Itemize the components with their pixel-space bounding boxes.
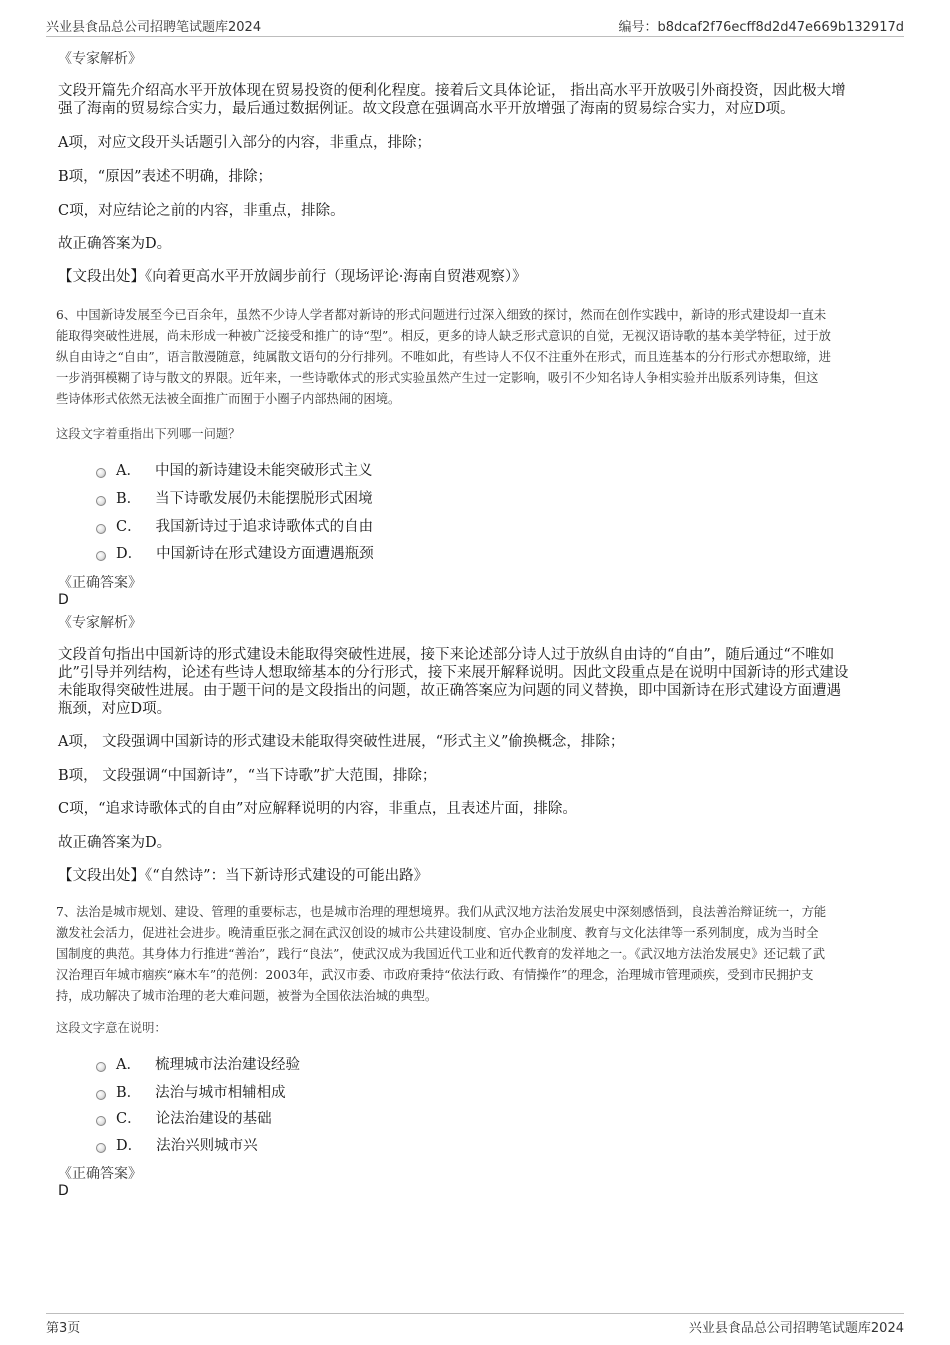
header-title: 兴业县食品总公司招聘笔试题库2024: [46, 20, 262, 35]
question-7-stem: [56, 902, 898, 1007]
source-citation: 【文段出处】《“自然诗”：当下新诗形式建设的可能出路》: [58, 868, 429, 884]
option-b[interactable]: [96, 1081, 286, 1102]
option-c[interactable]: [96, 1107, 272, 1128]
stem-line: 能取得突破性进展，尚未形成一种被广泛接受和推广的诗“型”。相反，更多的诗人缺乏形式意识的自觉，无视汉语诗歌的基本美学特征，过于放: [56, 329, 831, 343]
correct-answer: D: [58, 592, 69, 608]
stem-line: 国制度的典范。其身体力行推进“善治”，践行“良法”，使武汉成为我国近代工业和近代教育的发祥地之一。《武汉地方法治发展史》还记载了武: [56, 947, 826, 961]
option-letter: D．: [116, 1138, 143, 1154]
analysis-line: 强了海南的贸易综合实力，最后通过数据例证。故文段意在强调高水平开放增强了海南的贸易综合实力，对应D项。: [58, 101, 795, 117]
analysis-paragraph: [58, 82, 894, 118]
analysis-line: 未能取得突破性进展。由于题干问的是文段指出的问题，故正确答案应为问题的同义替换，即中国新诗在形式建设方面遭遇: [58, 683, 841, 699]
option-text: 法治与城市相辅相成: [155, 1085, 286, 1101]
page-header: [46, 14, 904, 37]
analysis-line: 文段开篇先介绍高水平开放体现在贸易投资的便利化程度。接着后文具体论证， 指出高水平开放吸引外商投资，因此极大增: [58, 83, 846, 99]
correct-answer: D: [58, 1183, 69, 1199]
header-code: 编号：b8dcaf2f76ecff8d2d47e669b132917d: [618, 20, 904, 35]
radio-icon[interactable]: [96, 1062, 106, 1072]
stem-line: 激发社会活力，促进社会进步。晚清重臣张之洞在武汉创设的城市公共建设制度、官办企业制度、教育与文化法律等一系列制度，成为当时全: [56, 926, 819, 940]
analysis-line: 此”引导并列结构，论述有些诗人想取缔基本的分行形式，接下来展开解释说明。因此文段重点是在说明中国新诗的形式建设: [58, 665, 849, 681]
analysis-line: 瓶颈，对应D项。: [58, 701, 172, 717]
option-text: 中国新诗在形式建设方面遭遇瓶颈: [156, 546, 374, 562]
note-b: B项，“原因”表述不明确，排除；: [58, 169, 272, 185]
radio-icon[interactable]: [96, 524, 106, 534]
question-6-stem: [56, 305, 898, 410]
radio-icon[interactable]: [96, 551, 106, 561]
option-c[interactable]: [96, 515, 373, 536]
option-d[interactable]: [96, 542, 374, 563]
stem-line: 一步消弭模糊了诗与散文的界限。近年来，一些诗歌体式的形式实验虽然产生过一定影响，吸引不少知名诗人争相实验并出版系列诗集，但这: [56, 371, 819, 385]
page-number: 第3页: [46, 1321, 81, 1336]
option-text: 梳理城市法治建设经验: [154, 1057, 300, 1073]
question-7-ask: 这段文字意在说明：: [56, 1021, 167, 1035]
option-text: 中国的新诗建设未能突破形式主义: [154, 463, 373, 479]
conclusion: 故正确答案为D。: [58, 236, 172, 252]
stem-line: 汉治理百年城市痼疾“麻木车”的范例：2003年，武汉市委、市政府秉持“依法行政、有情操作”的理念，治理城市管理顽疾，受到市民拥护支: [56, 968, 814, 982]
note-a: A项，对应文段开头话题引入部分的内容，非重点，排除；: [58, 135, 431, 151]
question-6-ask: 这段文字着重指出下列哪一问题？: [56, 427, 241, 441]
stem-line: 些诗体形式依然无法被全面推广而囿于小圈子内部热闹的困境。: [56, 392, 401, 406]
note-c: C项，对应结论之前的内容，非重点，排除。: [58, 203, 345, 219]
option-letter: C．: [116, 519, 142, 535]
analysis-line: 文段首句指出中国新诗的形式建设未能取得突破性进展，接下来论述部分诗人过于放纵自由诗的“自由”，随后通过“不唯如: [58, 647, 835, 663]
page-footer: [46, 1313, 904, 1336]
option-text: 我国新诗过于追求诗歌体式的自由: [155, 519, 374, 535]
option-text: 当下诗歌发展仍未能摆脱形式困境: [155, 491, 373, 507]
radio-icon[interactable]: [96, 1090, 106, 1100]
note-a: A项， 文段强调中国新诗的形式建设未能取得突破性进展，“形式主义”偷换概念，排除；: [58, 734, 625, 750]
correct-answer-label: 《正确答案》: [58, 1166, 142, 1182]
option-letter: B．: [116, 1085, 142, 1101]
source-citation: 【文段出处】《向着更高水平开放阔步前行（现场评论·海南自贸港观察）》: [58, 269, 527, 285]
option-letter: A．: [116, 463, 141, 479]
stem-line: 持，成功解决了城市治理的老大难问题，被誉为全国依法治城的典型。: [56, 989, 438, 1003]
correct-answer-label: 《正确答案》: [58, 575, 142, 591]
expert-analysis-label: 《专家解析》: [58, 615, 142, 631]
radio-icon[interactable]: [96, 468, 106, 478]
option-letter: A．: [116, 1057, 141, 1073]
option-b[interactable]: [96, 487, 373, 508]
option-letter: D．: [116, 546, 143, 562]
radio-icon[interactable]: [96, 1116, 106, 1126]
footer-title: 兴业县食品总公司招聘笔试题库2024: [688, 1321, 904, 1336]
option-text: 论法治建设的基础: [155, 1111, 272, 1127]
stem-line: 7、法治是城市规划、建设、管理的重要标志，也是城市治理的理想境界。我们从武汉地方法治发展史中深刻感悟到，良法善治辩证统一，方能: [56, 905, 827, 919]
option-d[interactable]: [96, 1134, 258, 1155]
stem-line: 纵自由诗之“自由”，语言散漫随意，纯属散文语句的分行排列。不唯如此，有些诗人不仅不注重外在形式，而且连基本的分行形式亦想取缔，进: [56, 350, 831, 364]
option-letter: B．: [116, 491, 142, 507]
analysis-paragraph: [58, 646, 894, 718]
option-a[interactable]: [96, 459, 372, 480]
note-c: C项，“追求诗歌体式的自由”对应解释说明的内容，非重点，且表述片面，排除。: [58, 801, 577, 817]
option-a[interactable]: [96, 1053, 300, 1074]
note-b: B项， 文段强调“中国新诗”，“当下诗歌”扩大范围，排除；: [58, 768, 437, 784]
radio-icon[interactable]: [96, 496, 106, 506]
option-text: 法治兴则城市兴: [156, 1138, 258, 1154]
stem-line: 6、中国新诗发展至今已百余年，虽然不少诗人学者都对新诗的形式问题进行过深入细致的探讨，然而在创作实践中，新诗的形式建设却一直未: [56, 308, 827, 322]
option-letter: C．: [116, 1111, 142, 1127]
radio-icon[interactable]: [96, 1143, 106, 1153]
expert-analysis-label: 《专家解析》: [58, 51, 142, 67]
conclusion: 故正确答案为D。: [58, 835, 172, 851]
